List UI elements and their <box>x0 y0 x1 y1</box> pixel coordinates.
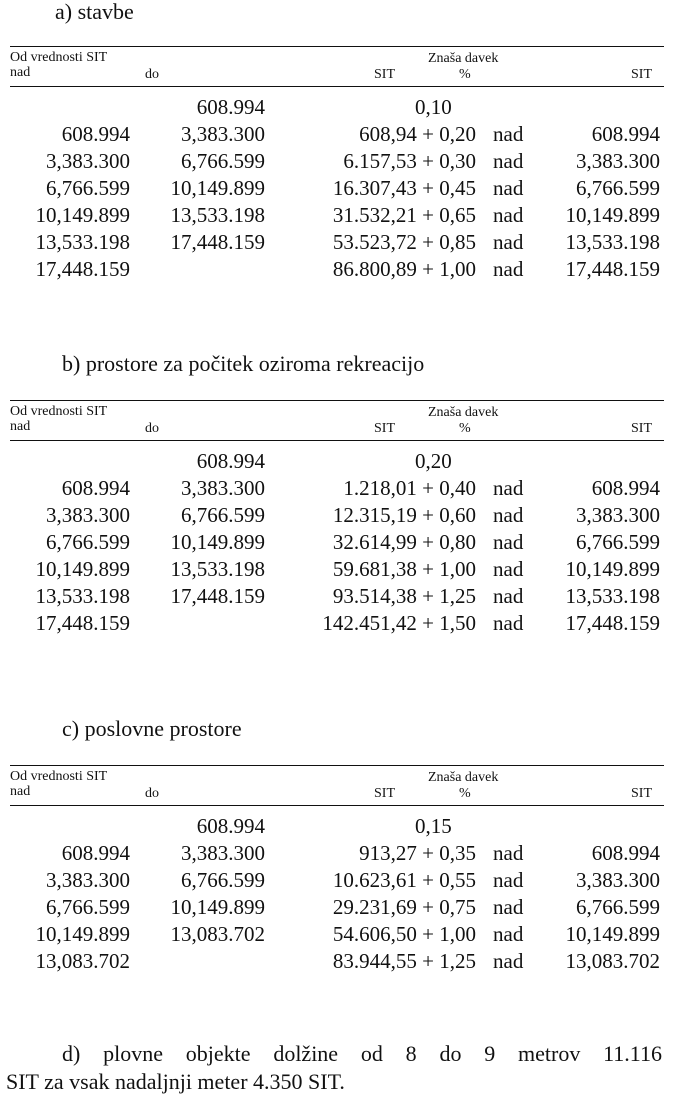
over-base-cell: 6,766.599 <box>576 176 660 200</box>
header-percent: % <box>459 786 471 801</box>
tax-formula-cell: 59.681,38 + 1,00 <box>332 557 476 581</box>
value-to-cell: 10,149.899 <box>170 530 265 554</box>
value-to-cell: 13,533.198 <box>170 203 265 227</box>
table-header-rule <box>10 86 664 87</box>
tax-table-b <box>10 400 664 640</box>
over-word-cell: nad <box>493 949 524 973</box>
over-base-cell: 17,448.159 <box>565 611 660 635</box>
over-word-cell: nad <box>493 476 524 500</box>
over-word-cell: nad <box>493 503 524 527</box>
tax-formula-cell: 53.523,72 + 0,85 <box>332 230 476 254</box>
value-from-cell: 3,383.300 <box>46 149 130 173</box>
value-from-cell: 17,448.159 <box>35 257 130 281</box>
header-do: do <box>145 67 159 82</box>
over-word-cell: nad <box>493 922 524 946</box>
value-to-cell: 6,766.599 <box>181 503 265 527</box>
over-word-cell: nad <box>493 530 524 554</box>
table-row <box>10 921 664 948</box>
over-base-cell: 3,383.300 <box>576 868 660 892</box>
value-to-cell: 608.994 <box>196 95 265 119</box>
table-row <box>10 948 664 975</box>
over-word-cell: nad <box>493 895 524 919</box>
over-word-cell: nad <box>493 611 524 635</box>
value-to-cell: 10,149.899 <box>170 895 265 919</box>
tax-formula-cell: 83.944,55 + 1,25 <box>332 949 476 973</box>
value-from-cell: 10,149.899 <box>35 203 130 227</box>
over-word-cell: nad <box>493 584 524 608</box>
over-base-cell: 13,533.198 <box>565 584 660 608</box>
value-from-cell: 6,766.599 <box>46 895 130 919</box>
value-to-cell: 17,448.159 <box>170 230 265 254</box>
over-base-cell: 13,533.198 <box>565 230 660 254</box>
over-base-cell: 608.994 <box>591 122 660 146</box>
table-row <box>10 894 664 921</box>
tax-formula-cell: 54.606,50 + 1,00 <box>332 922 476 946</box>
value-from-cell: 13,083.702 <box>35 949 130 973</box>
over-base-cell: 3,383.300 <box>576 149 660 173</box>
header-percent: % <box>459 421 471 436</box>
value-to-cell: 6,766.599 <box>181 868 265 892</box>
table-top-rule <box>10 46 664 47</box>
value-from-cell: 6,766.599 <box>46 176 130 200</box>
value-to-cell: 10,149.899 <box>170 176 265 200</box>
tax-formula-cell: 913,27 + 0,35 <box>359 841 476 865</box>
table-row <box>10 475 664 502</box>
tax-rate-cell: 0,15 <box>415 814 452 838</box>
section-title-c: c) poslovne prostore <box>62 716 242 741</box>
over-word-cell: nad <box>493 257 524 281</box>
over-base-cell: 10,149.899 <box>565 203 660 227</box>
value-from-cell: 608.994 <box>61 122 130 146</box>
table-row <box>10 448 664 475</box>
header-from-value: Od vrednosti SIT <box>10 404 108 419</box>
section-title-b: b) prostore za počitek oziroma rekreacijo <box>62 351 425 376</box>
value-from-cell: 10,149.899 <box>35 922 130 946</box>
over-base-cell: 608.994 <box>591 841 660 865</box>
table-row <box>10 583 664 610</box>
tax-formula-cell: 12.315,19 + 0,60 <box>332 503 476 527</box>
header-sit: SIT <box>374 786 395 801</box>
value-from-cell: 3,383.300 <box>46 868 130 892</box>
table-row <box>10 867 664 894</box>
header-tax-amount: Znaša davek <box>428 405 499 420</box>
table-top-rule <box>10 765 664 766</box>
header-from-value: Od vrednosti SIT <box>10 50 108 65</box>
header-do: do <box>145 421 159 436</box>
table-row <box>10 840 664 867</box>
tax-formula-cell: 142.451,42 + 1,50 <box>322 611 476 635</box>
header-sit-base: SIT <box>631 421 652 436</box>
header-nad: nad <box>10 784 31 799</box>
header-nad: nad <box>10 419 31 434</box>
over-word-cell: nad <box>493 203 524 227</box>
over-base-cell: 13,083.702 <box>565 949 660 973</box>
value-from-cell: 13,533.198 <box>35 230 130 254</box>
over-word-cell: nad <box>493 230 524 254</box>
header-sit: SIT <box>374 421 395 436</box>
table-row <box>10 175 664 202</box>
table-row <box>10 202 664 229</box>
over-word-cell: nad <box>493 149 524 173</box>
tax-formula-cell: 608,94 + 0,20 <box>359 122 476 146</box>
table-header-rule <box>10 440 664 441</box>
paragraph-d-line-1: d) plovne objekte dolžine od 8 do 9 metrov 11.116 <box>62 1041 662 1066</box>
tax-rate-cell: 0,10 <box>415 95 452 119</box>
table-row <box>10 148 664 175</box>
over-base-cell: 608.994 <box>591 476 660 500</box>
tax-rate-cell: 0,20 <box>415 449 452 473</box>
tax-formula-cell: 1.218,01 + 0,40 <box>343 476 476 500</box>
tax-formula-cell: 86.800,89 + 1,00 <box>332 257 476 281</box>
value-from-cell: 608.994 <box>61 476 130 500</box>
section-title-a: a) stavbe <box>55 0 134 24</box>
table-row <box>10 529 664 556</box>
header-sit-base: SIT <box>631 786 652 801</box>
paragraph-d-line-2: SIT za vsak nadaljnji meter 4.350 SIT. <box>6 1069 345 1094</box>
tax-formula-cell: 6.157,53 + 0,30 <box>343 149 476 173</box>
value-to-cell: 17,448.159 <box>170 584 265 608</box>
over-word-cell: nad <box>493 868 524 892</box>
over-base-cell: 10,149.899 <box>565 557 660 581</box>
tax-table-a <box>10 46 664 286</box>
tax-formula-cell: 32.614,99 + 0,80 <box>332 530 476 554</box>
value-from-cell: 6,766.599 <box>46 530 130 554</box>
tax-formula-cell: 31.532,21 + 0,65 <box>332 203 476 227</box>
table-row <box>10 229 664 256</box>
tax-formula-cell: 29.231,69 + 0,75 <box>332 895 476 919</box>
value-to-cell: 608.994 <box>196 449 265 473</box>
tax-formula-cell: 10.623,61 + 0,55 <box>332 868 476 892</box>
table-row <box>10 121 664 148</box>
value-from-cell: 3,383.300 <box>46 503 130 527</box>
value-from-cell: 13,533.198 <box>35 584 130 608</box>
header-tax-amount: Znaša davek <box>428 51 499 66</box>
header-tax-amount: Znaša davek <box>428 770 499 785</box>
table-row <box>10 610 664 637</box>
value-from-cell: 608.994 <box>61 841 130 865</box>
paragraph-d <box>6 1040 662 1096</box>
table-row <box>10 556 664 583</box>
over-base-cell: 3,383.300 <box>576 503 660 527</box>
table-header-rule <box>10 805 664 806</box>
header-nad: nad <box>10 65 31 80</box>
table-row <box>10 256 664 283</box>
tax-formula-cell: 93.514,38 + 1,25 <box>332 584 476 608</box>
over-base-cell: 10,149.899 <box>565 922 660 946</box>
value-to-cell: 13,083.702 <box>170 922 265 946</box>
tax-table-c <box>10 765 664 980</box>
header-sit: SIT <box>374 67 395 82</box>
over-base-cell: 6,766.599 <box>576 895 660 919</box>
value-from-cell: 10,149.899 <box>35 557 130 581</box>
over-base-cell: 17,448.159 <box>565 257 660 281</box>
table-row <box>10 502 664 529</box>
table-top-rule <box>10 400 664 401</box>
table-row <box>10 94 664 121</box>
value-to-cell: 6,766.599 <box>181 149 265 173</box>
value-to-cell: 608.994 <box>196 814 265 838</box>
header-do: do <box>145 786 159 801</box>
header-percent: % <box>459 67 471 82</box>
value-to-cell: 13,533.198 <box>170 557 265 581</box>
value-from-cell: 17,448.159 <box>35 611 130 635</box>
over-word-cell: nad <box>493 841 524 865</box>
over-word-cell: nad <box>493 176 524 200</box>
header-from-value: Od vrednosti SIT <box>10 769 108 784</box>
over-word-cell: nad <box>493 122 524 146</box>
value-to-cell: 3,383.300 <box>181 476 265 500</box>
table-row <box>10 813 664 840</box>
value-to-cell: 3,383.300 <box>181 122 265 146</box>
value-to-cell: 3,383.300 <box>181 841 265 865</box>
tax-formula-cell: 16.307,43 + 0,45 <box>332 176 476 200</box>
over-word-cell: nad <box>493 557 524 581</box>
over-base-cell: 6,766.599 <box>576 530 660 554</box>
header-sit-base: SIT <box>631 67 652 82</box>
